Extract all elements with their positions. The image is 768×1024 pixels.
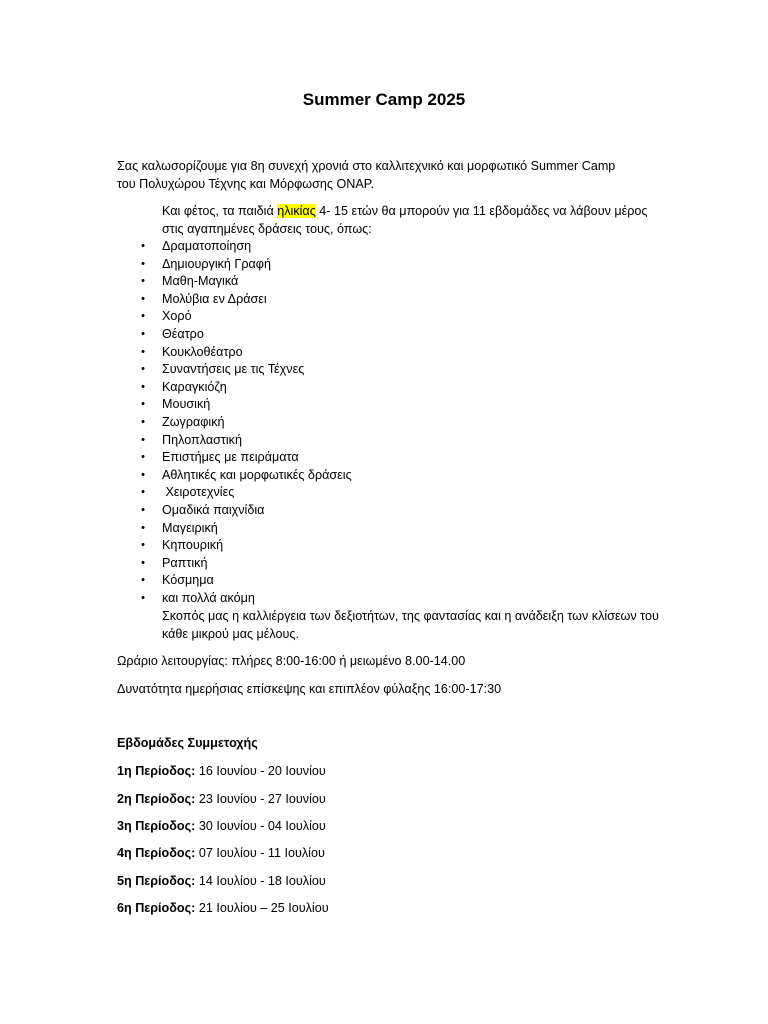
activity-label: Κηπουρική bbox=[162, 538, 224, 553]
activity-label: Επιστήμες με πειράματα bbox=[162, 450, 299, 465]
activity-list-item bbox=[0, 414, 352, 432]
bullet-icon: • bbox=[141, 521, 145, 534]
bullet-icon: • bbox=[141, 345, 145, 358]
period-dates: 14 Ιουλίου - 18 Ιουλίου bbox=[195, 874, 326, 888]
document-title: Summer Camp 2025 bbox=[302, 90, 466, 109]
bullet-icon: • bbox=[141, 451, 145, 464]
activity-label: Χειροτεχνίες bbox=[162, 485, 235, 500]
period-dates: 21 Ιουλίου – 25 Ιουλίου bbox=[195, 901, 329, 915]
closing-paragraph: Σκοπός μας η καλλιέργεια των δεξιοτήτων, της φαντασίας και η ανάδειξη των κλίσεων του κάθε μικρού μας μέλους. bbox=[162, 609, 659, 641]
activity-list-item bbox=[0, 572, 352, 590]
highlighted-word: ηλικίας bbox=[277, 204, 316, 218]
hours-line: Ωράριο λειτουργίας: πλήρες 8:00-16:00 ή μειωμένο 8.00-14.00 bbox=[117, 654, 466, 668]
period-line bbox=[117, 763, 326, 781]
bullet-icon: • bbox=[141, 310, 145, 323]
period-dates: 16 Ιουνίου - 20 Ιουνίου bbox=[195, 764, 326, 778]
activity-label: και πολλά ακόμη bbox=[162, 590, 255, 605]
activity-label: Μαγειρική bbox=[162, 520, 218, 535]
activity-list-item bbox=[0, 432, 352, 450]
activity-list-item bbox=[0, 256, 352, 274]
period-line bbox=[117, 845, 325, 863]
activity-label: Θέατρο bbox=[162, 326, 204, 341]
activity-label: Συναντήσεις με τις Τέχνες bbox=[162, 362, 305, 377]
activity-label: Μαθη-Μαγικά bbox=[162, 274, 239, 289]
period-line bbox=[117, 873, 326, 891]
activity-list-item bbox=[0, 520, 352, 538]
bullet-icon: • bbox=[141, 363, 145, 376]
ages-text-before: Και φέτος, τα παιδιά bbox=[162, 204, 278, 218]
intro-paragraph: Σας καλωσορίζουμε για 8η συνεχή χρονιά στο καλλιτεχνικό και μορφωτικό Summer Camp του Πολυχώρου Τέχνης και Μόρφωσης ΟΝΑΡ. bbox=[117, 159, 616, 191]
extra-care-line: Δυνατότητα ημερήσιας επίσκεψης και επιπλέον φύλαξης 16:00-17:30 bbox=[117, 682, 502, 696]
bullet-icon: • bbox=[141, 433, 145, 446]
period-label: 4η Περίοδος: bbox=[117, 846, 196, 860]
activity-label: Δραματοποίηση bbox=[162, 239, 252, 253]
bullet-icon: • bbox=[141, 486, 145, 499]
activity-list-item bbox=[0, 396, 352, 414]
period-dates: 30 Ιουνίου - 04 Ιουλίου bbox=[195, 819, 326, 833]
activity-list-item bbox=[0, 537, 352, 555]
bullet-icon: • bbox=[141, 591, 145, 604]
period-label: 2η Περίοδος: bbox=[117, 792, 196, 806]
bullet-icon: • bbox=[141, 503, 145, 516]
activity-list-item bbox=[0, 484, 352, 502]
ages-paragraph bbox=[162, 203, 652, 238]
activity-list-item bbox=[0, 502, 352, 520]
period-line bbox=[117, 818, 326, 836]
activity-label: Χορό bbox=[162, 309, 192, 324]
activity-label: Πηλοπλαστική bbox=[162, 432, 242, 447]
bullet-icon: • bbox=[141, 415, 145, 428]
activity-list-item bbox=[0, 590, 352, 608]
bullet-icon: • bbox=[141, 240, 145, 252]
bullet-icon: • bbox=[141, 556, 145, 569]
period-line bbox=[117, 900, 329, 918]
bullet-icon: • bbox=[141, 539, 145, 552]
bullet-icon: • bbox=[141, 327, 145, 340]
bullet-icon: • bbox=[141, 380, 145, 393]
bullet-icon: • bbox=[141, 398, 145, 411]
period-dates: 07 Ιουλίου - 11 Ιουλίου bbox=[195, 846, 325, 860]
activity-label: Μολύβια εν Δράσει bbox=[162, 291, 267, 306]
activity-list-item bbox=[0, 555, 352, 573]
period-label: 1η Περίοδος: bbox=[117, 764, 196, 778]
activity-label: Κουκλοθέατρο bbox=[162, 344, 243, 359]
activity-list-item bbox=[0, 308, 352, 326]
period-label: 6η Περίοδος: bbox=[117, 901, 196, 915]
activity-list-item bbox=[0, 238, 352, 256]
activity-label: Δημιουργική Γραφή bbox=[162, 256, 271, 271]
activity-label: Αθλητικές και μορφωτικές δράσεις bbox=[162, 467, 352, 482]
activity-list-item bbox=[0, 273, 352, 291]
bullet-icon: • bbox=[141, 292, 145, 305]
activity-list-item bbox=[0, 291, 352, 309]
activity-list-item bbox=[0, 361, 352, 379]
period-line bbox=[117, 791, 326, 809]
period-dates: 23 Ιουνίου - 27 Ιουνίου bbox=[195, 792, 326, 806]
period-label: 5η Περίοδος: bbox=[117, 874, 196, 888]
activity-list-item bbox=[0, 467, 352, 485]
activity-label: Κόσμημα bbox=[162, 573, 214, 588]
bullet-icon: • bbox=[141, 275, 145, 288]
activity-list-item bbox=[0, 326, 352, 344]
activity-list-item bbox=[0, 344, 352, 362]
ages-text-after: 4- 15 ετών θα μπορούν για 11 εβδομάδες να λάβουν μέρος στις αγαπημένες δράσεις τους, όπως: bbox=[162, 204, 648, 236]
activity-list-item bbox=[0, 449, 352, 467]
activity-label: Ραπτική bbox=[162, 555, 208, 570]
bullet-icon: • bbox=[141, 468, 145, 481]
activity-label: Καραγκιόζη bbox=[162, 379, 227, 394]
period-label: 3η Περίοδος: bbox=[117, 819, 196, 833]
activity-label: Ομαδικά παιχνίδια bbox=[162, 502, 265, 517]
activity-list bbox=[0, 238, 352, 607]
weeks-heading: Εβδομάδες Συμμετοχής bbox=[117, 736, 258, 750]
activity-label: Μουσική bbox=[162, 397, 211, 412]
activity-list-item bbox=[0, 379, 352, 397]
activity-label: Ζωγραφική bbox=[162, 414, 225, 429]
bullet-icon: • bbox=[141, 257, 145, 270]
bullet-icon: • bbox=[141, 574, 145, 587]
